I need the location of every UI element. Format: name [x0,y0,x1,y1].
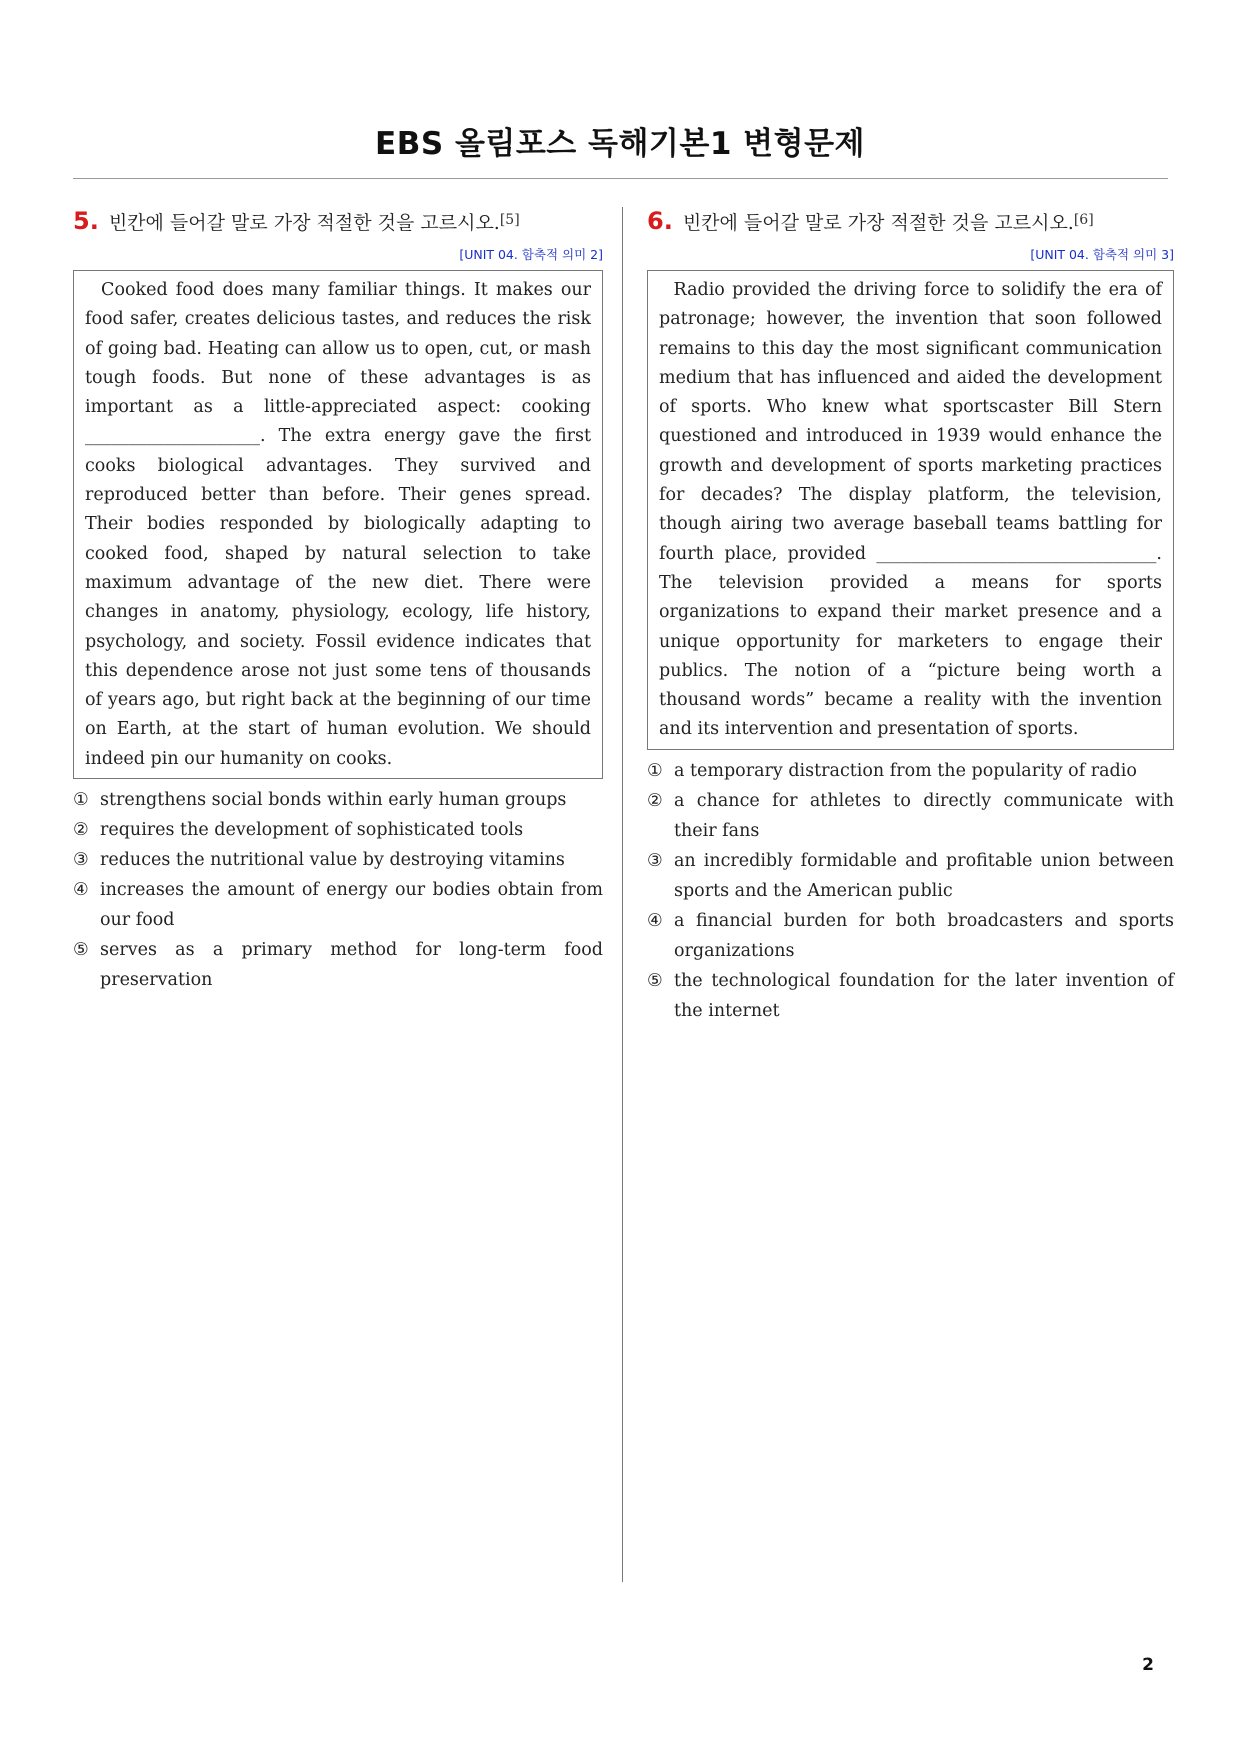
option-text: strengthens social bonds within early human groups [100,790,567,811]
question-source: [6] [1073,212,1094,228]
passage-box: Cooked food does many familiar things. It makes our food safer, creates delicious tastes, and reduces the risk of going bad. Heating can allow us to open, cut, or mash tough foods. But none of these advantages is as important as a little-appreciated aspect: cooking ____________________. The extra energy gave the first cooks biological advantages. They survived and reproduced better than before. Their genes spread. Their bodies responded by biologically adapting to cooked food, shaped by natural selection to take maximum advantage of the new diet. There were changes in anatomy, physiology, ecology, life history, psychology, and society. Fossil evidence indicates that this dependence arose not just some tens of thousands of years ago, but right back at the beginning of our time on Earth, at the start of human evolution. We should indeed pin our humanity on cooks. [73,270,603,779]
question-5 [73,205,603,995]
answer-option-3[interactable] [647,846,1174,906]
option-text: a financial burden for both broadcasters and sports organizations [674,910,1174,961]
question-number: 5. [73,207,99,235]
question-header [73,205,603,238]
answer-option-3[interactable] [73,845,603,875]
unit-label: [UNIT 04. 함축적 의미 3] [1030,247,1174,262]
option-marker: ④ [647,910,663,931]
option-marker: ④ [73,880,89,901]
header-rule [73,178,1168,179]
option-text: increases the amount of energy our bodies obtain from our food [100,880,603,931]
option-marker: ① [647,760,663,781]
passage-box: Radio provided the driving force to solidify the era of patronage; however, the invention that soon followed remains to this day the most significant communication medium that has influenced and aided the development of sports. Who knew what sportscaster Bill Stern questioned and introduced in 1939 would enhance the growth and development of sports marketing practices for decades? The display platform, the television, though airing two average baseball teams battling for fourth place, provided ________________________________. The television provided a means for sports organizations to expand their market presence and a unique opportunity for marketers to engage their publics. The notion of a “picture being worth a thousand words” became a reality with the invention and its intervention and presentation of sports. [647,270,1174,750]
answer-options [647,756,1174,1026]
question-header [647,205,1174,238]
answer-option-5[interactable] [647,966,1174,1026]
question-number: 6. [647,207,673,235]
option-marker: ⑤ [73,940,89,961]
column-divider [622,207,623,1582]
question-instruction: 빈칸에 들어갈 말로 가장 적절한 것을 고르시오. [682,212,1074,234]
option-text: the technological foundation for the later invention of the internet [674,970,1174,1021]
page-title: EBS 올림포스 독해기본1 변형문제 [375,126,865,162]
answer-option-1[interactable] [647,756,1174,786]
answer-option-1[interactable] [73,785,603,815]
answer-option-5[interactable] [73,935,603,995]
option-text: reduces the nutritional value by destroying vitamins [100,850,565,871]
answer-option-4[interactable] [647,906,1174,966]
option-marker: ③ [73,850,89,871]
option-text: a chance for athletes to directly communicate with their fans [674,790,1174,841]
option-marker: ① [73,790,89,811]
answer-option-2[interactable] [73,815,603,845]
answer-options [73,785,603,995]
option-text: serves as a primary method for long-term food preservation [100,940,603,991]
page-number: 2 [1142,1655,1154,1675]
option-marker: ③ [647,850,663,871]
question-source: [5] [499,212,520,228]
answer-option-4[interactable] [73,875,603,935]
unit-label: [UNIT 04. 함축적 의미 2] [459,247,603,262]
option-text: requires the development of sophisticated tools [100,820,524,841]
question-instruction: 빈칸에 들어갈 말로 가장 적절한 것을 고르시오. [108,212,500,234]
answer-option-2[interactable] [647,786,1174,846]
question-6 [647,205,1174,1026]
option-marker: ⑤ [647,970,663,991]
option-text: a temporary distraction from the popularity of radio [674,760,1137,781]
option-text: an incredibly formidable and profitable union between sports and the American public [674,850,1174,901]
option-marker: ② [647,790,663,811]
option-marker: ② [73,820,89,841]
